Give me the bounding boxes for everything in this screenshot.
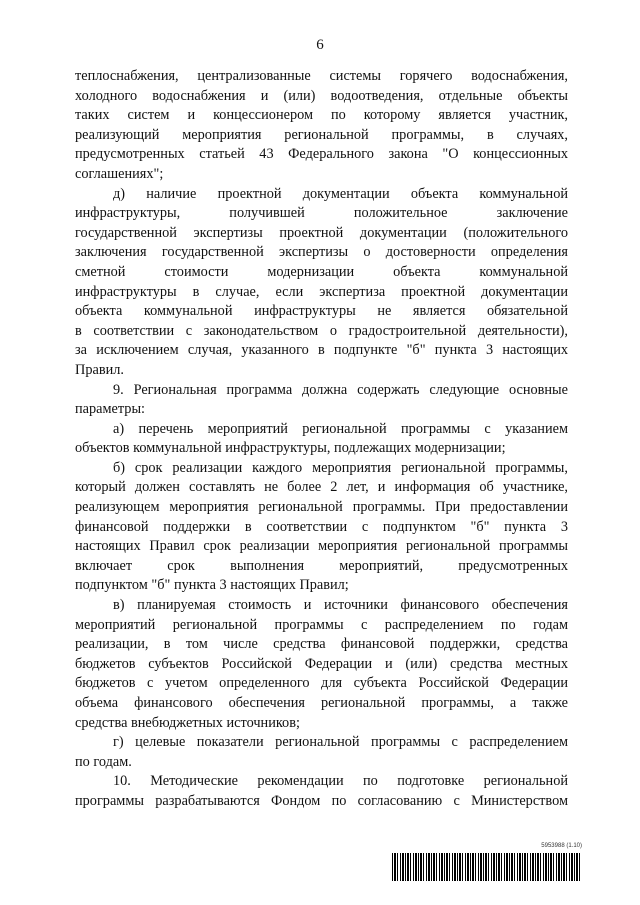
document-footer xyxy=(382,843,582,883)
text-line: параметры: xyxy=(75,401,146,418)
text-line: бюджетов субъектов Российской Федерации и (или) средства местных xyxy=(75,655,568,672)
text-line: в) планируемая стоимость и источники финансового обеспечения xyxy=(113,597,568,614)
text-line: Правил. xyxy=(75,361,124,378)
text-line: соглашениях"; xyxy=(75,165,164,182)
document-code: 5953988 (1.10) xyxy=(541,843,582,849)
text-line: бюджетов с учетом определенного для субъекта Российской Федерации xyxy=(75,675,568,692)
text-line: мероприятий региональной программы с распределением по годам xyxy=(75,616,568,633)
text-line: реализующем мероприятия региональной программы. При предоставлении xyxy=(75,499,568,516)
text-line: холодного водоснабжения и (или) водоотведения, отдельные объекты xyxy=(75,87,568,104)
text-line: по годам. xyxy=(75,753,132,770)
text-line: а) перечень мероприятий региональной программы с указанием xyxy=(113,420,568,437)
text-line: включает срок выполнения мероприятий, предусмотренных xyxy=(75,557,568,574)
text-line: программы разрабатываются Фондом по согласованию с Министерством xyxy=(75,792,568,809)
text-line: настоящих Правил срок реализации мероприятия региональной программы xyxy=(75,538,568,555)
text-line: теплоснабжения, централизованные системы горячего водоснабжения, xyxy=(75,68,568,84)
text-line: заключения государственной экспертизы о достоверности определения xyxy=(75,244,568,261)
text-line: б) срок реализации каждого мероприятия региональной программы, xyxy=(113,459,568,476)
text-line: предусмотренных статьей 43 Федерального закона "О концессионных xyxy=(75,146,568,163)
text-line: сметной стоимости модернизации объекта коммунальной xyxy=(75,263,568,280)
text-line: финансовой поддержки в соответствии с подпунктом "б" пункта 3 xyxy=(75,518,568,535)
text-line: объектов коммунальной инфраструктуры, подлежащих модернизации; xyxy=(75,440,506,457)
text-line: 10. Методические рекомендации по подготовке региональной xyxy=(113,773,568,790)
text-line: д) наличие проектной документации объекта коммунальной xyxy=(113,185,568,202)
text-line: реализации, в том числе средства финансовой поддержки, средства xyxy=(75,636,568,653)
document-body xyxy=(75,67,568,812)
text-line: средства внебюджетных источников; xyxy=(75,714,300,731)
barcode-icon xyxy=(392,853,582,881)
text-line: объема финансового обеспечения региональной программы, а также xyxy=(75,695,568,711)
text-line: подпунктом "б" пункта 3 настоящих Правил; xyxy=(75,577,349,594)
text-line: таких систем и концессионером по которому является участник, xyxy=(75,107,568,124)
text-line: в соответствии с законодательством о градостроительной деятельности), xyxy=(75,322,568,339)
text-line: инфраструктуры в случае, если экспертиза проектной документации xyxy=(75,283,568,300)
page-number: 6 xyxy=(316,37,324,53)
text-line: инфраструктуры, получившей положительное заключение xyxy=(75,205,568,222)
text-line: который должен составлять не более 2 лет, и информация об участнике, xyxy=(75,479,568,496)
text-line: государственной экспертизы проектной документации (положительного xyxy=(75,224,568,241)
text-line: за исключением случая, указанного в подпункте "б" пункта 3 настоящих xyxy=(75,342,568,359)
text-line: г) целевые показатели региональной программы с распределением xyxy=(113,734,568,751)
text-line: объекта коммунальной инфраструктуры не является обязательной xyxy=(75,303,568,320)
text-line: реализующий мероприятия региональной программы, в случаях, xyxy=(75,126,568,143)
text-line: 9. Региональная программа должна содержать следующие основные xyxy=(113,381,568,398)
